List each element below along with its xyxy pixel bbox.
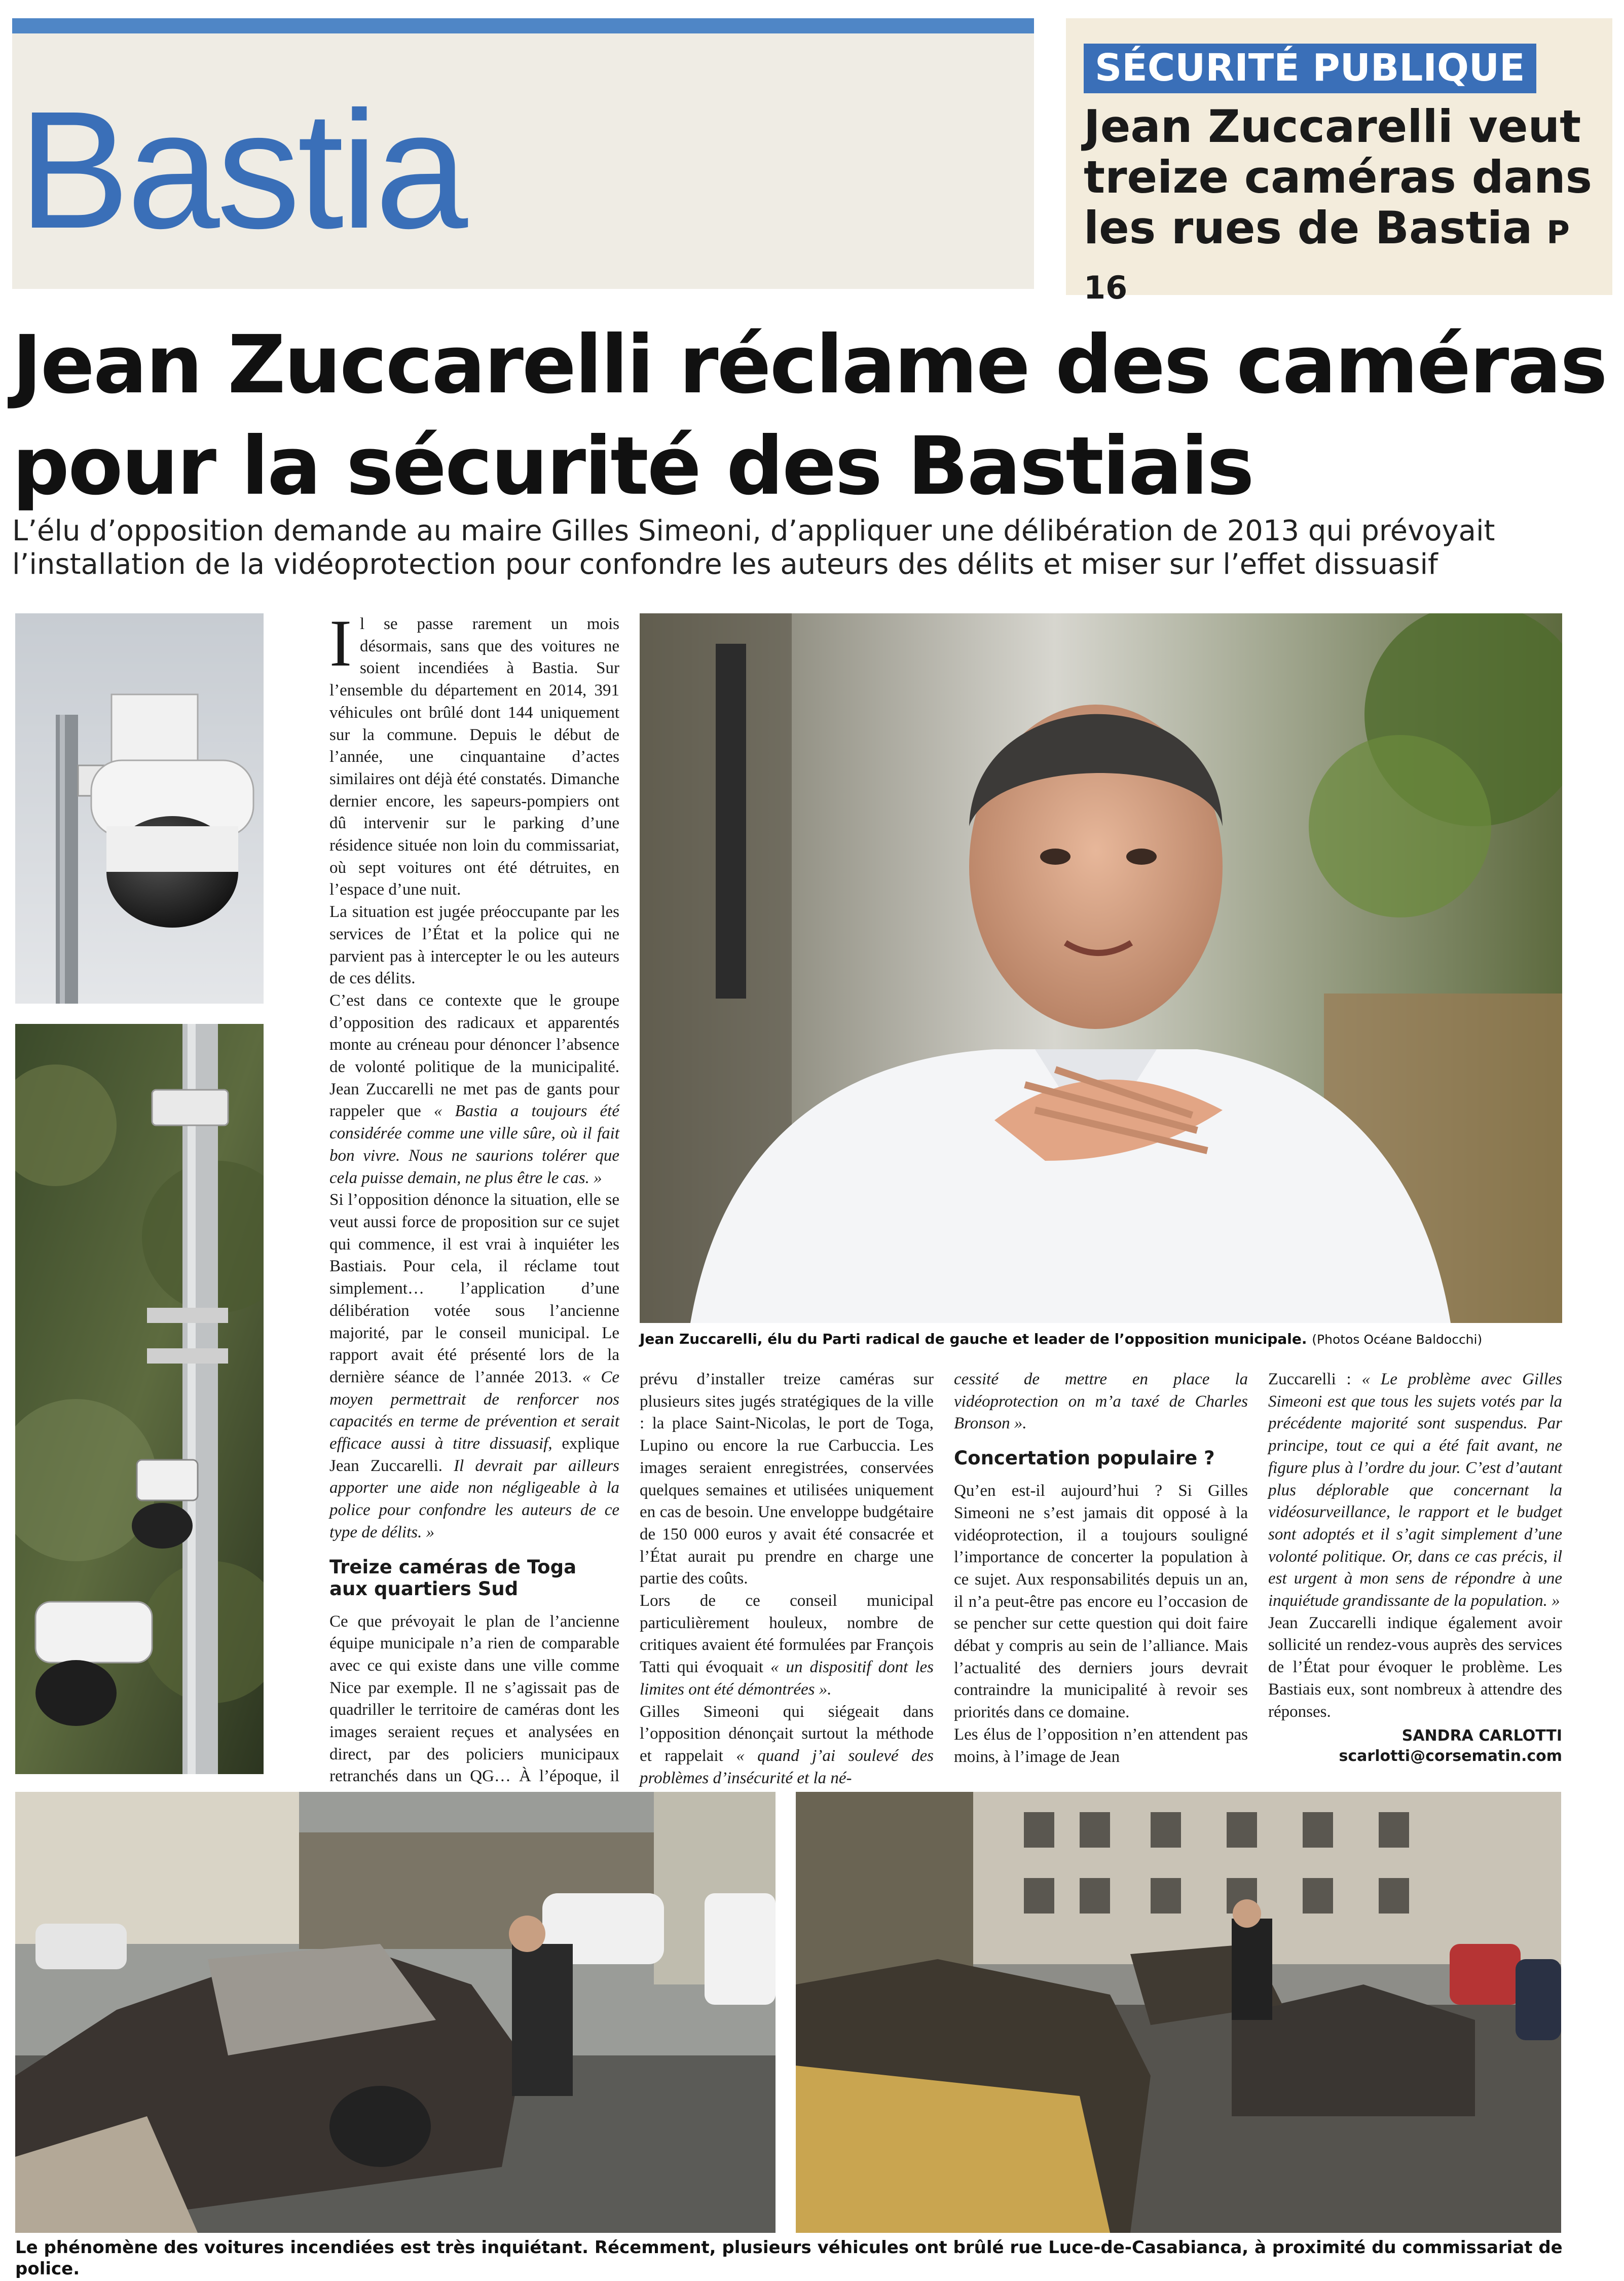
article-column-2 [640,1369,934,1789]
article-subhead: L’élu d’opposition demande au maire Gilles Simeoni, d’appliquer une délibération de 2013 qui prévoyait l’installation de la vidéoprotection pour confondre les auteurs des délits et miser sur l’effet dissuasif [12,514,1495,581]
dropcap: I [329,606,352,680]
photo-burned-car-left [15,1792,776,2233]
quote: « quand j’ai soulevé des problèmes d’insécurité et la né- [640,1746,934,1787]
quote: « un dispositif dont les limites ont été démontrées ». [640,1658,934,1699]
quote: cessité de mettre en place la vidéoprotection on m’a taxé de Charles Bronson ». [954,1370,1248,1433]
author-email[interactable]: scarlotti@corsematin.com [1339,1747,1562,1765]
article-column-1 [329,606,620,1810]
paragraph: C’est dans ce contexte que le groupe d’opposition des radicaux et apparentés monte au créneau pour dénoncer l’absence de volonté politique de la municipalité. Jean Zuccarelli ne met pas de gants pour rappeler que [329,991,619,1121]
promo-title-text: Jean Zuccarelli veut treize caméras dans les rues de Bastia [1084,100,1592,254]
paragraph: prévu d’installer treize caméras sur plusieurs sites jugés stratégiques de la ville : la place Saint-Nicolas, le port de Toga, Lupino ou encore la rue Carbuccia. Les images seraient enregistrées, conservées quelques semaines et utilisées uniquement en cas de besoin. Une enveloppe budgétaire de 150 000 euros y avait été consacrée et l’État aurait pu prendre en charge une partie des coûts. [640,1370,934,1588]
paragraph: Zuccarelli : [1268,1370,1351,1388]
photo-pole-cameras [15,1024,264,1774]
article-column-4 [1268,1369,1562,1767]
photo-credit: (Photos Océane Baldocchi) [1312,1332,1483,1347]
article-subtitle: Treize caméras de Toga aux quartiers Sud [329,1556,577,1600]
paragraph: Si l’opposition dénonce la situation, elle se veut aussi force de proposition sur ce sujet qui commence, il est vrai à inquiéter les Bastiais. Pour cela, il réclame tout simplement… l’application d’une délibération votée sous l’ancienne majorité, par le conseil municipal. Le rapport avait été présenté lors de la dernière séance de l’année 2013. [329,1191,619,1386]
promo-page-ref: P 16 [1084,214,1570,306]
quote: « Ce moyen permettrait de renforcer nos capacités en terme de prévention et serait efficace aussi à titre dissuasif, [329,1368,620,1453]
paragraph: La situation est jugée préoccupante par les services de l’État et la police qui ne parvient pas à intercepter le ou les auteurs de ces délits. [329,903,619,988]
paragraph: Lors de ce conseil municipal particulièrement houleux, nombre de critiques avaient été formulées par François Tatti qui évoquait [640,1592,934,1677]
photo-jean-zuccarelli [640,613,1562,1323]
header-rule [12,18,1034,33]
article-column-3 [954,1369,1248,1768]
promo-tag: SÉCURITÉ PUBLIQUE [1084,44,1536,93]
author-name: SANDRA CARLOTTI [1401,1727,1562,1745]
main-caption-text: Jean Zuccarelli, élu du Parti radical de gauche et leader de l’opposition municipale. [640,1331,1307,1347]
promo-title[interactable] [1084,101,1611,313]
paragraph: Gilles Simeoni qui siégeait dans l’opposition dénonçait surtout la méthode et rappelait [640,1702,934,1765]
bottom-photo-caption: Le phénomène des voitures incendiées est très inquiétant. Récemment, plusieurs véhicules ont brûlé rue Luce-de-Casabianca, à proximité du commissariat de police. [15,2237,1563,2279]
main-photo-caption [640,1330,1567,1349]
paragraph: explique Jean Zuccarelli. [329,1434,620,1475]
quote: Il devrait par ailleurs apporter une aide non négligeable à la police pour confondre les auteurs de ce type de délits. » [329,1456,620,1541]
quote: « Le problème avec Gilles Simeoni est que tous les sujets votés par la précédente majorité sont suspendus. Par principe, tout ce qui a été fait avant, ne figure plus à l’ordre du jour. C’est d’autant plus déplorable que concernant la vidéosurveillance, le rapport et le budget sont adoptés et il s’agit simplement d’une volonté politique. Or, dans ce cas précis, il est urgent à mon sens de répondre à une inquiétude grandissante de la population. » [1268,1370,1563,1610]
section-title: Bastia [18,76,465,263]
photo-burned-car-right [796,1792,1561,2233]
article-subtitle: Concertation populaire ? [954,1447,1215,1469]
quote: « Bastia a toujours été considérée comme une ville sûre, où il fait bon vivre. Nous ne saurions tolérer que cela puisse demain, ne plus être le cas. » [329,1102,619,1187]
paragraph: Les élus de l’opposition n’en attendent pas moins, à l’image de Jean [954,1725,1248,1766]
paragraph: l se passe rarement un mois désormais, sans que des voitures ne soient incendiées à Bastia. Sur l’ensemble du département en 2014, 391 véhicules ont brûlé dont 144 uniquement sur la commune. Depuis le début de l’année, une cinquantaine d’actes similaires ont déjà été constatés. Dimanche dernier encore, les sapeurs-pompiers ont dû intervenir sur le parking d’une résidence située non loin du commissariat, où sept voitures ont été détruites, en l’espace d’une nuit. [329,615,619,899]
paragraph: Qu’en est-il aujourd’hui ? Si Gilles Simeoni ne s’est jamais dit opposé à la vidéoprotection, il a toujours souligné l’importance de concerter la population à ce sujet. Aux responsabilités depuis un an, il n’a peut-être pas encore eu l’occasion de se pencher sur cette question qui doit faire débat y compris au sein de l’alliance. Mais l’actualité des derniers jours devrait contraindre la municipalité à revoir ses priorités dans ce domaine. [954,1482,1248,1722]
article-headline: Jean Zuccarelli réclame des caméras pour la sécurité des Bastiais [12,318,1606,513]
paragraph: Jean Zuccarelli indique également avoir sollicité un rendez-vous auprès des services de l’État pour évoquer le problème. Les Bastiais eux, sont nombreux à attendre des réponses. [1268,1613,1562,1721]
paragraph: Ce que prévoyait le plan de l’ancienne équipe municipale n’a rien de comparable avec ce qui existe dans une ville comme Nice par exemple. Il ne s’agissait pas de quadriller le territoire de caméras dont les images seraient reçues et analysées en direct, par des policiers municipaux retranchés dans un QG… À l’époque, il [329,1612,619,1786]
photo-dome-camera [15,613,264,1004]
